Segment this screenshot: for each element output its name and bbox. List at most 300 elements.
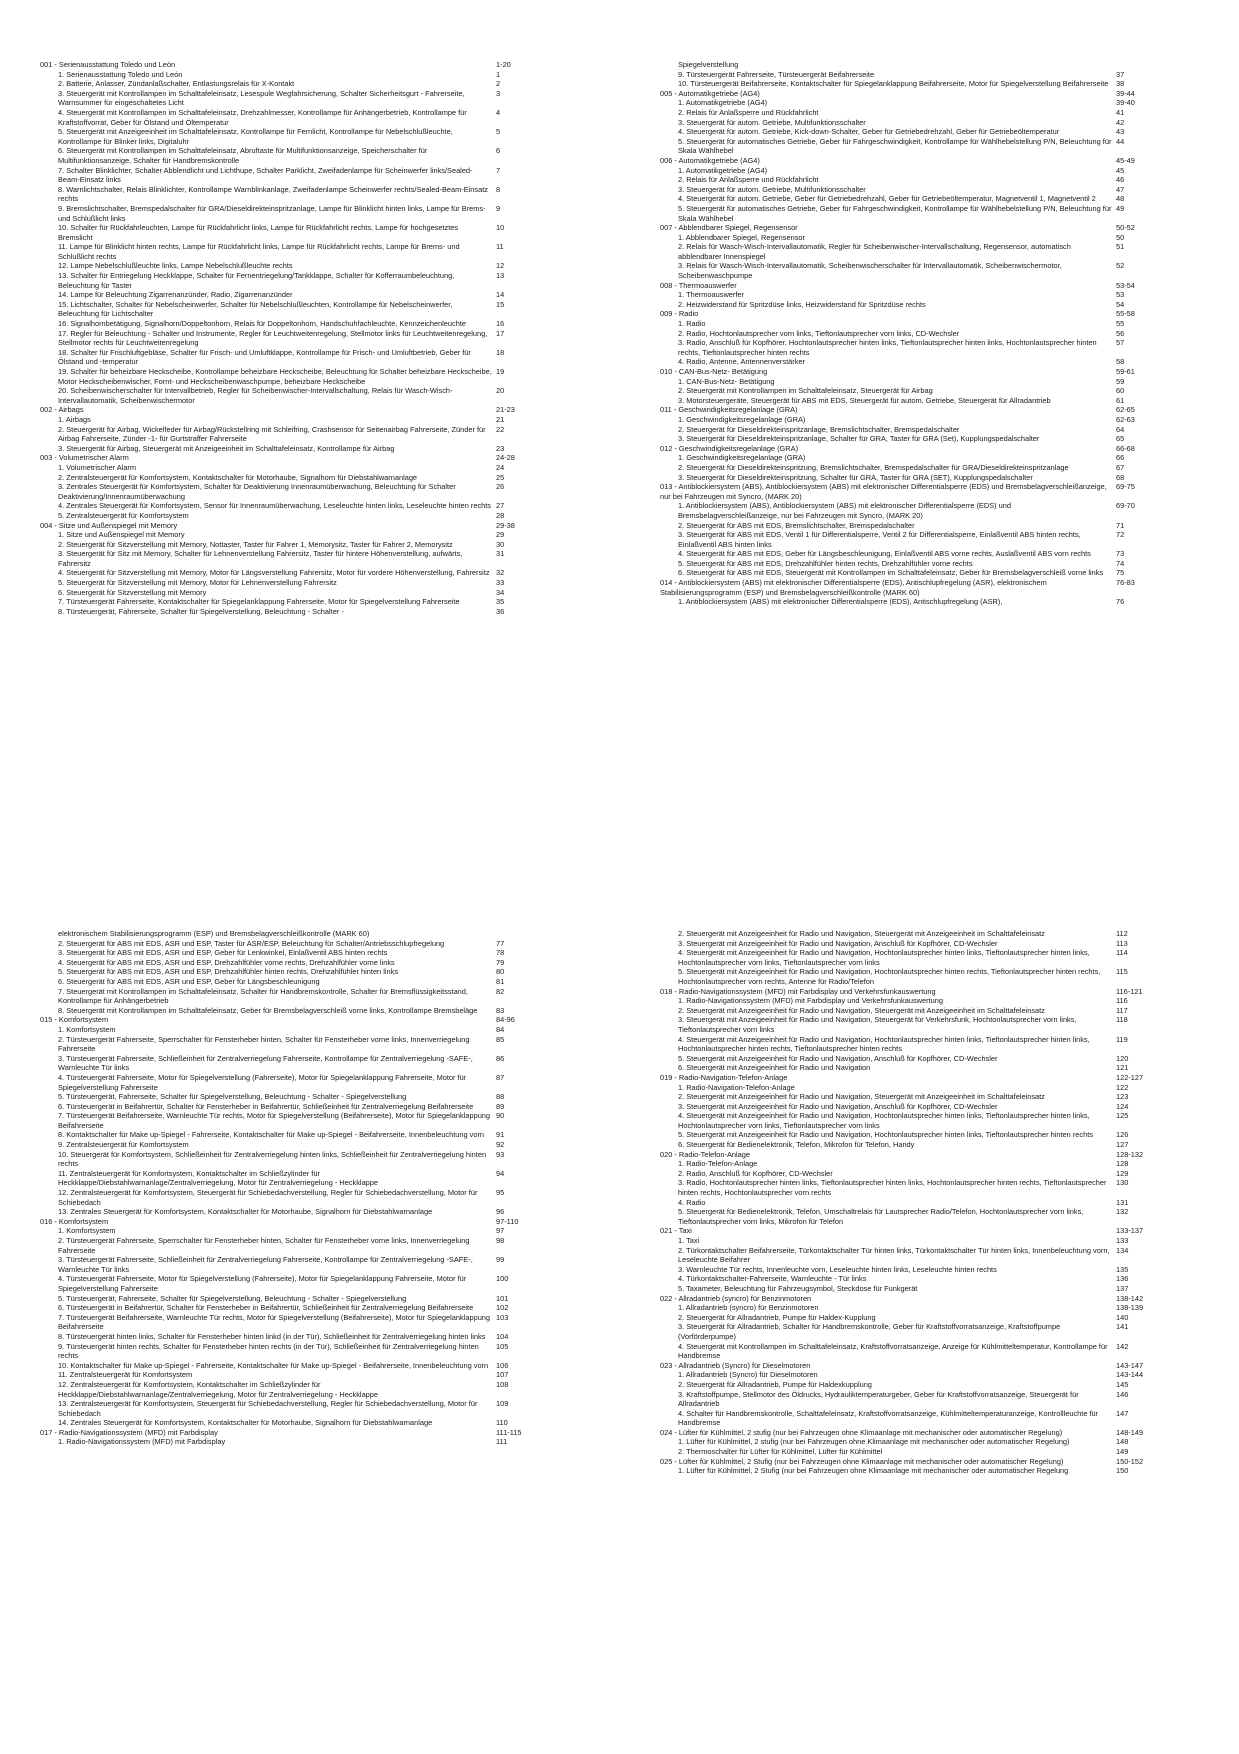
entry-title: 11. Zentralsteuergerät für Komfortsystem <box>58 1370 193 1380</box>
toc-subentry <box>660 386 1194 396</box>
toc-subentry <box>660 329 1194 339</box>
toc-subentry <box>660 1265 1194 1275</box>
entry-page-number: 71 <box>1116 520 1125 530</box>
entry-page-number: 39-44 <box>1116 88 1135 98</box>
entry-page-number: 30 <box>496 539 505 549</box>
entry-title: 008 - Thermoauswerfer <box>660 280 737 290</box>
entry-title: 5. Taxameter, Beleuchtung für Fahrzeugsymbol, Steckdose für Funkgerät <box>678 1283 918 1293</box>
entry-title: 2. Heizwiderstand für Spritzdüse links, Heizwiderstand für Spritzdüse rechts <box>678 299 926 309</box>
entry-title: 8. Türsteuergerät hinten links, Schalter für Fensterheber hinten linkd (in der Tür), Schließeinheit für Zentralverriegelung hinten links <box>58 1331 486 1341</box>
toc-subentry <box>40 70 574 80</box>
entry-page-number: 150-152 <box>1116 1456 1144 1466</box>
entry-page-number: 133-137 <box>1116 1226 1144 1236</box>
toc-subentry <box>40 1342 574 1361</box>
toc-subentry <box>40 929 574 939</box>
toc-subentry <box>660 108 1194 118</box>
entry-title: 1. Radio-Navigation-Telefon-Anlage <box>678 1082 795 1092</box>
entry-title: 003 - Volumetrischer Alarm <box>40 453 129 463</box>
entry-page-number: 84 <box>496 1024 505 1034</box>
entry-page-number: 126 <box>1116 1130 1129 1140</box>
entry-page-number: 17 <box>496 328 505 338</box>
entry-title: 9. Türsteuergerät Fahrerseite, Türsteuergerät Beifahrerseite <box>678 69 875 79</box>
entry-title: 12. Lampe Nebelschlußleuchte links, Lampe Nebelschlußleuchte rechts <box>58 261 293 271</box>
entry-title: 10. Steuergerät für Komfortsystem, Schließeinheit für Zentralverriegelung hinten links, Schließeinheit für Zentralverriegelung hinten rechts <box>58 1149 487 1169</box>
entry-title: 3. Türsteuergerät Fahrerseite, Schließeinheit für Zentralverriegelung Fahrerseite, Kontrollampe für Zentralverriegelung -SAFE-, Warnleuchte Tür links <box>58 1053 473 1073</box>
entry-title: 6. Steuergerät für Bedienelektronik, Telefon, Mikrofon für Telefon, Handy <box>678 1140 915 1150</box>
entry-title: 023 - Allradantrieb (Syncro) für Dieselmotoren <box>660 1360 811 1370</box>
toc-subentry <box>40 348 574 367</box>
entry-page-number: 100 <box>496 1274 509 1284</box>
entry-page-number: 110 <box>496 1418 508 1428</box>
toc-subentry <box>660 929 1194 939</box>
toc-section-entry <box>660 1428 1194 1438</box>
entry-page-number: 84-96 <box>496 1015 515 1025</box>
toc-subentry <box>660 300 1194 310</box>
entry-page-number: 55 <box>1116 319 1125 329</box>
toc-subentry <box>40 948 574 958</box>
entry-title: 1. Lüfter für Kühlmittel, 2 Stufig (nur bei Fahrzeugen ohne Klimaanlage mit mechanischer oder automatischer Regelung <box>678 1466 1069 1476</box>
entry-page-number: 45 <box>1116 165 1125 175</box>
entry-page-number: 4 <box>496 107 501 117</box>
entry-page-number: 118 <box>1116 1015 1128 1025</box>
entry-title: 2. Radio, Anschluß für Kopfhörer, CD-Wechsler <box>678 1168 833 1178</box>
entry-page-number: 133 <box>1116 1236 1129 1245</box>
toc-subentry <box>660 1380 1194 1390</box>
toc-subentry <box>40 1303 574 1313</box>
entry-page-number: 44 <box>1116 136 1125 146</box>
toc-subentry <box>40 1332 574 1342</box>
toc-section-entry <box>40 1015 574 1025</box>
toc-subentry <box>660 1409 1194 1428</box>
toc-subentry <box>40 1226 574 1236</box>
entry-title: 4. Radio <box>678 1197 706 1207</box>
entry-title: 2. Steuergerät mit Kontrollampen im Schalttafeleinsatz, Steuergerät für Airbag <box>678 386 933 396</box>
entry-page-number: 53 <box>1116 290 1125 300</box>
entry-title: 13. Zentrales Steuergerät für Komfortsystem, Kontaktschalter für Motorhaube, Signalhorn für Diebstahlwarnanlage <box>58 1207 433 1217</box>
entry-title: 1. Komfortsystem <box>58 1226 116 1236</box>
entry-page-number: 34 <box>496 587 505 597</box>
toc-subentry <box>660 1313 1194 1323</box>
entry-title: 1. Abblendbarer Spiegel, Regensensor <box>678 232 805 242</box>
toc-section-entry <box>660 156 1194 166</box>
entry-title: 2. Relais für Wasch-Wisch-Intervallautomatik, Regler für Scheibenwischer-Intervallschaltung, Regensensor, automatisch abblendbarer Innenspiegel <box>678 242 1071 261</box>
entry-page-number: 1-20 <box>496 60 511 69</box>
toc-subentry <box>660 127 1194 137</box>
toc-section-entry <box>660 482 1194 501</box>
entry-page-number: 2 <box>496 79 501 89</box>
toc-subentry <box>660 1035 1194 1054</box>
toc-subentry <box>660 396 1194 406</box>
entry-page-number: 123 <box>1116 1092 1129 1102</box>
toc-subentry <box>40 501 574 511</box>
toc-subentry <box>660 242 1194 261</box>
entry-page-number: 22 <box>496 424 505 434</box>
entry-page-number: 32 <box>496 568 505 578</box>
entry-title: 7. Türsteuergerät Fahrerseite, Kontaktschalter für Spiegelanklappung Fahrerseite, Motor für Spiegelverstellung Fahrerseite <box>58 597 460 607</box>
entry-title: 3. Steuergerät für Sitz mit Memory, Schalter für Lehnenverstellung Fahrersitz, Taster für hintere Höhenverstellung, aufwärts, Fahrersitz <box>58 549 463 568</box>
toc-subentry <box>40 939 574 949</box>
entry-page-number: 53-54 <box>1116 280 1135 290</box>
toc-subentry <box>660 1207 1194 1226</box>
entry-title: 20. Scheibenwischerschalter für Intervallbetrieb, Regler für Scheibenwischer-Intervallschaltung, Relais für Wasch-Wisch-Intervallautomatik, Scheibenwischermotor <box>58 386 453 405</box>
entry-page-number: 21-23 <box>496 405 515 415</box>
entry-page-number: 109 <box>496 1399 509 1409</box>
toc-subentry <box>660 1303 1194 1313</box>
toc-subentry <box>40 1274 574 1293</box>
entry-title: 17. Regler für Beleuchtung - Schalter und Instrumente, Regler für Leuchtweitenregelung, Stellmotor links für Leuchtweitenregelung, Stellmotor rechts für Leuchtweitenregelung <box>58 328 488 348</box>
entry-page-number: 106 <box>496 1360 509 1370</box>
entry-title: 1. Geschwindigkeitsregelanlage (GRA) <box>678 453 806 463</box>
toc-subentry <box>40 958 574 968</box>
entry-page-number: 72 <box>1116 530 1125 540</box>
entry-page-number: 43 <box>1116 127 1125 137</box>
entry-title: 020 - Radio-Telefon-Anlage <box>660 1149 750 1159</box>
entry-page-number: 83 <box>496 1005 505 1015</box>
entry-title: 017 - Radio-Navigationssystem (MFD) mit Farbdisplay <box>40 1427 218 1437</box>
entry-title: 1. Allradantrieb (syncro) für Benzinmotoren <box>678 1303 819 1313</box>
entry-title: 6. Türsteuergerät in Beifahrertür, Schalter für Fensterheber in Beifahrertür, Schließeinheit für Zentralverriegelung Beifahrerseite <box>58 1303 474 1313</box>
entry-page-number: 18 <box>496 347 505 357</box>
toc-subentry <box>40 261 574 271</box>
entry-title: 4. Steuergerät für Sitzverstellung mit Memory, Motor für Längsverstellung Fahrersitz, Motor für vordere Höhenverstellung, Fahrersitz <box>58 568 490 578</box>
toc-column-bottom-right <box>660 929 1194 1710</box>
entry-title: 7. Türsteuergerät Beifahrerseite, Warnleuchte Tür rechts, Motor für Spiegelverstellung (Beifahrerseite), Motor für Spiegelanklappung Beifahrerseite <box>58 1111 491 1130</box>
entry-title: 3. Steuergerät für Dieseldirekteinspritzanlage, Schalter für GRA, Taster für GRA (Set), Kupplungspedalschalter <box>678 434 1040 444</box>
entry-title: 016 - Komfortsystem <box>40 1216 109 1226</box>
toc-subentry <box>40 977 574 987</box>
entry-title: 5. Zentralsteuergerät für Komfortsystem <box>58 510 189 520</box>
entry-page-number: 6 <box>496 146 501 156</box>
toc-subentry <box>660 1390 1194 1409</box>
entry-title: 1. CAN-Bus-Netz- Betätigung <box>678 376 775 386</box>
entry-title: 8. Steuergerät mit Kontrollampen im Schalttafeleinsatz, Geber für Bremsbelagverschleiß vorne links, Kontrollampe Bremsbeläge <box>58 1005 478 1015</box>
toc-section-entry <box>660 987 1194 997</box>
toc-subentry <box>660 1140 1194 1150</box>
entry-page-number: 81 <box>496 976 505 986</box>
toc-subentry <box>660 1130 1194 1140</box>
entry-title: 1. Lüfter für Kühlmittel, 2 stufig (nur bei Fahrzeugen ohne Klimaanlage mit mechanischer oder automatischer Regelung) <box>678 1437 1070 1447</box>
entry-page-number: 108 <box>496 1379 509 1389</box>
entry-page-number: 89 <box>496 1101 505 1111</box>
entry-page-number: 77 <box>496 938 505 948</box>
entry-title: 5. Steuergerät für ABS mit EDS, Drehzahlfühler hinten rechts, Drehzahlfühler vorne rechts <box>678 558 973 568</box>
entry-page-number: 141 <box>1116 1322 1129 1332</box>
entry-title: 3. Steuergerät mit Anzeigeeinheit für Radio und Navigation, Steuergerät für Verkehrsfunk, Hochtonlautsprecher vorn links, Tieftonlautsprecher vorn links <box>678 1015 1077 1034</box>
entry-page-number: 62-63 <box>1116 414 1135 424</box>
entry-page-number: 26 <box>496 482 505 492</box>
entry-title: 3. Steuergerät für ABS mit EDS, Ventil 1 für Differentialsperre, Ventil 2 für Differentialsperre, Einlaßventil ABS hinten rechts, Einlaßventil ABS hinten links <box>678 530 1081 549</box>
toc-subentry <box>660 1447 1194 1457</box>
entry-page-number: 96 <box>496 1207 505 1217</box>
toc-subentry <box>660 948 1194 967</box>
entry-page-number: 149 <box>1116 1447 1129 1457</box>
entry-title: 4. Steuergerät mit Anzeigeeinheit für Radio und Navigation, Hochtonlautsprecher hinten links, Tieftonlautsprecher hinten links, Hochtonlautsprecher hinten rechts, Tieftonlautsprecher hinten rechts <box>678 1034 1090 1054</box>
entry-page-number: 138-139 <box>1116 1303 1144 1313</box>
toc-subentry <box>40 540 574 550</box>
entry-page-number: 73 <box>1116 549 1125 559</box>
entry-title: 2. Steuergerät für ABS mit EDS, Bremslichtschalter, Bremspedalschalter <box>678 520 915 530</box>
entry-title: 4. Steuergerät für ABS mit EDS, ASR und ESP, Drehzahlfühler vorne rechts, Drehzahlfühler vorne links <box>58 957 395 967</box>
entry-page-number: 115 <box>1116 967 1128 977</box>
entry-title: 3. Zentrales Steuergerät für Komfortsystem, Schalter für Deaktivierung Innenraumüberwachung, Beleuchtung für Schalter Deaktivierung/Innenraumüberwachung <box>58 482 456 501</box>
entry-title: 018 - Radio-Navigationssystem (MFD) mit Farbdisplay und Verkehrsfunkauswertung <box>660 986 936 996</box>
entry-title: 1. Serienausstattung Toledo und León <box>58 69 183 79</box>
toc-subentry <box>660 233 1194 243</box>
toc-subentry <box>40 511 574 521</box>
entry-title: 4. Radio, Antenne, Antennenverstärker <box>678 357 805 367</box>
entry-page-number: 113 <box>1116 938 1128 948</box>
entry-title: 9. Zentralsteuergerät für Komfortsystem <box>58 1140 189 1150</box>
entry-page-number: 134 <box>1116 1245 1129 1255</box>
entry-title: 2. Steuergerät mit Anzeigeeinheit für Radio und Navigation, Steuergerät mit Anzeigeeinheit im Schalttafeleinsatz <box>678 1092 1045 1102</box>
entry-title: 2. Steuergerät für Dieseldirekteinspritzanlage, Bremslichtschalter, Bremspedalschalter <box>678 424 960 434</box>
entry-title: 2. Steuergerät für Sitzverstellung mit Memory, Nottaster, Taster für Fahrer 1, Memorysitz, Taster für Fahrer 2, Memorysitz <box>58 539 453 549</box>
entry-page-number: 98 <box>496 1236 505 1245</box>
toc-subentry <box>40 568 574 578</box>
entry-page-number: 24 <box>496 462 505 472</box>
entry-page-number: 148-149 <box>1116 1427 1144 1437</box>
entry-page-number: 38 <box>1116 79 1125 89</box>
entry-page-number: 5 <box>496 127 501 137</box>
entry-title: 7. Türsteuergerät Beifahrerseite, Warnleuchte Tür rechts, Motor für Spiegelverstellung (Beifahrerseite), Motor für Spiegelanklappung Beifahrerseite <box>58 1312 491 1332</box>
entry-title: 3. Steuergerät für Dieseldirekteinspritzung, Schalter für GRA, Taster für GRA (SET), Kupplungspedalschalter <box>678 472 1033 482</box>
entry-title: 011 - Geschwindigkeitsregelanlage (GRA) <box>660 405 798 415</box>
entry-title: 5. Steuergerät für automatisches Getriebe, Geber für Fahrgeschwindigkeit, Kontrollampe für Wählhebelstellung P/N, Beleuchtung für Skala Wählhebel <box>678 203 1112 223</box>
entry-page-number: 102 <box>496 1303 509 1313</box>
toc-subentry <box>40 1111 574 1130</box>
toc-subentry <box>660 204 1194 223</box>
entry-title: 1. Volumetrischer Alarm <box>58 462 137 472</box>
entry-title: 2. Steuergerät mit Anzeigeeinheit für Radio und Navigation, Steuergerät mit Anzeigeeinheit im Schalttafeleinsatz <box>678 1005 1045 1015</box>
toc-subentry <box>660 1178 1194 1197</box>
entry-title: 015 - Komfortsystem <box>40 1015 109 1025</box>
toc-subentry <box>40 607 574 617</box>
entry-page-number: 136 <box>1116 1274 1129 1284</box>
toc-subentry <box>660 338 1194 357</box>
toc-subentry <box>40 1150 574 1169</box>
toc-section-entry <box>40 405 574 415</box>
entry-page-number: 57 <box>1116 338 1125 348</box>
entry-title: 13. Schalter für Entriegelung Heckklappe, Schalter für Fernentriegelung/Tankklappe, Schalter für Kofferraumbeleuchtung, Beleuchtung für Taster <box>58 271 455 290</box>
toc-subentry <box>660 501 1194 520</box>
entry-title: 009 - Radio <box>660 309 699 319</box>
entry-page-number: 74 <box>1116 558 1125 568</box>
toc-subentry <box>40 1130 574 1140</box>
entry-page-number: 41 <box>1116 107 1125 117</box>
toc-subentry <box>40 444 574 454</box>
entry-title: 1. Antiblockiersystem (ABS) mit elektronischer Differentialsperre (EDS), Antischlupfregelung (ASR), <box>678 597 1003 607</box>
entry-page-number: 12 <box>496 261 505 271</box>
toc-subentry <box>40 386 574 405</box>
entry-title: 12. Zentralsteuergerät für Komfortsystem, Kontaktschalter im Schließzylinder für Heckklappe/Diebstahlwarnanlage/Zentralverriegelung, Motor für Zentralverriegelung - Heckklappe <box>58 1379 379 1399</box>
toc-section-entry <box>660 1226 1194 1236</box>
entry-title: 4. Steuergerät mit Anzeigeeinheit für Radio und Navigation, Hochtonlautsprecher hinten links, Tieftonlautsprecher hinten links, Hochtonlautsprecher vorn links, Tieftonlautsprecher vorn links <box>678 1111 1090 1130</box>
entry-page-number: 68 <box>1116 472 1125 482</box>
entry-title: 2. Steuergerät für Airbag, Wickelfeder für Airbag/Rückstellring mit Schleifring, Crashsensor für Seitenairbag Fahrerseite, Zünder für Airbag Fahrerseite, Zünder -1- für Gurtstraffer Fahrerseite <box>58 424 486 444</box>
toc-subentry <box>660 1111 1194 1130</box>
entry-title: 2. Relais für Anlaßsperre und Rückfahrlicht <box>678 175 819 185</box>
entry-title: 1. Automatikgetriebe (AG4) <box>678 165 768 175</box>
entry-page-number: 128-132 <box>1116 1149 1144 1159</box>
toc-subentry <box>660 425 1194 435</box>
entry-page-number: 85 <box>496 1034 505 1044</box>
entry-page-number: 92 <box>496 1140 505 1150</box>
entry-title: 2. Türsteuergerät Fahrerseite, Sperrschalter für Fensterheber hinten, Schalter für Fensterheber vorne links, Innenverriegelung Fahrerseite <box>58 1236 470 1255</box>
entry-title: 1. Allradantrieb (Syncro) für Dieselmotoren <box>678 1370 818 1380</box>
entry-title: Spiegelverstellung <box>678 60 739 69</box>
toc-subentry <box>660 1054 1194 1064</box>
toc-section-entry <box>660 1073 1194 1083</box>
entry-page-number: 27 <box>496 501 505 511</box>
entry-page-number: 21 <box>496 414 505 424</box>
entry-title: 14. Zentrales Steuergerät für Komfortsystem, Kontaktschalter für Motorhaube, Signalhorn für Diebstahlwarnanlage <box>58 1418 433 1428</box>
entry-page-number: 1 <box>496 69 501 79</box>
toc-subentry <box>40 329 574 348</box>
entry-page-number: 48 <box>1116 194 1125 204</box>
entry-title: 5. Steuergerät mit Anzeigeeinheit im Schalttafeleinsatz, Kontrollampe für Fernlicht, Kontrollampe für Nebelschlußleuchte, Kontrollampe für Blinker links, Digitaluhr <box>58 127 453 146</box>
entry-title: 013 - Antiblockiersystem (ABS), Antiblockiersystem (ABS) mit elektronischer Differentialsperre (EDS) und Bremsbelagverschleißanzeige, nur bei Fahrzeugen mit Syncro, (MARK 20) <box>660 482 1107 501</box>
toc-section-entry <box>660 1457 1194 1467</box>
entry-title: 2. Steuergerät für ABS mit EDS, ASR und ESP, Taster für ASR/ESP, Beleuchtung für Schalter/Antriebsschlupfregelung <box>58 938 445 948</box>
entry-page-number: 147 <box>1116 1408 1129 1418</box>
toc-subentry <box>660 1159 1194 1169</box>
entry-title: 3. Steuergerät für autom. Getriebe, Multifunktionsschalter <box>678 184 866 194</box>
entry-page-number: 91 <box>496 1130 505 1140</box>
toc-subentry <box>660 967 1194 986</box>
entry-page-number: 51 <box>1116 242 1125 252</box>
entry-title: 10. Schalter für Rückfahrleuchten, Lampe für Rückfahrlicht links, Lampe für Rückfahrlicht rechts, Lampe für hochgesetztes Bremslicht <box>58 223 459 242</box>
entry-title: 19. Schalter für beheizbare Heckscheibe, Kontrollampe beheizbare Heckscheibe, Beleuchtung für Schalter beheizbare Heckscheibe, Motor Heckscheibenwischer, Fornt- und Heckscheibenwaschpumpe, beheizbare Heckscheibe <box>58 367 492 386</box>
toc-subentry <box>660 1370 1194 1380</box>
entry-title: 2. Türsteuergerät Fahrerseite, Sperrschalter für Fensterheber hinten, Schalter für Fensterheber vorne links, Innenverriegelung Fahrerseite <box>58 1034 470 1054</box>
entry-title: 5. Steuergerät für automatisches Getriebe, Geber für Fahrgeschwindigkeit, Kontrollampe für Wählhebelstellung P/N, Beleuchtung für Skala Wählhebel <box>678 136 1112 156</box>
toc-section-entry <box>40 453 574 463</box>
toc-section-entry <box>660 89 1194 99</box>
entry-page-number: 107 <box>496 1370 509 1380</box>
entry-title: 3. Relais für Wasch-Wisch-Intervallautomatik, Scheibenwischerschalter für Intervallautomatik, Scheibenwischermotor, Scheibenwaschpumpe <box>678 261 1062 281</box>
entry-page-number: 65 <box>1116 434 1125 444</box>
toc-subentry <box>40 578 574 588</box>
toc-subentry <box>660 530 1194 549</box>
toc-subentry <box>40 79 574 89</box>
toc-subentry <box>660 377 1194 387</box>
toc-subentry <box>40 1006 574 1016</box>
toc-subentry <box>660 939 1194 949</box>
entry-title: 6. Türsteuergerät in Beifahrertür, Schalter für Fensterheber in Beifahrertür, Schließeinheit für Zentralverriegelung Beifahrerseite <box>58 1101 474 1111</box>
toc-subentry <box>660 98 1194 108</box>
entry-title: 004 - Sitze und Außenspiegel mit Memory <box>40 520 178 530</box>
entry-title: 6. Steuergerät für Sitzverstellung mit Memory <box>58 587 207 597</box>
toc-subentry <box>40 1236 574 1255</box>
toc-subentry <box>660 453 1194 463</box>
toc-subentry <box>660 1198 1194 1208</box>
entry-title: 4. Steuergerät mit Kontrollampen im Schalttafeleinsatz, Kraftstoffvorratsanzeige, Anzeige für Kühlmitteltemperatur, Kontrollampe für Handbremse <box>678 1341 1108 1361</box>
toc-subentry <box>660 463 1194 473</box>
entry-title: 4. Steuergerät mit Anzeigeeinheit für Radio und Navigation, Hochtonlautsprecher hinten links, Tieftonlautsprecher hinten links, Hochtonlautsprecher vorn links, Tieftonlautsprecher vorn links <box>678 948 1090 967</box>
toc-subentry <box>40 1035 574 1054</box>
entry-page-number: 39-40 <box>1116 98 1135 108</box>
entry-page-number: 114 <box>1116 948 1128 958</box>
toc-subentry <box>660 1274 1194 1284</box>
toc-subentry <box>660 415 1194 425</box>
entry-title: 1. Taxi <box>678 1236 700 1245</box>
toc-subentry <box>40 1207 574 1217</box>
entry-page-number: 55-58 <box>1116 309 1135 319</box>
entry-page-number: 58 <box>1116 357 1125 367</box>
toc-subentry <box>40 1025 574 1035</box>
entry-title: 012 - Geschwindigkeitsregelanlage (GRA) <box>660 443 799 453</box>
toc-subentry <box>660 559 1194 569</box>
entry-page-number: 54 <box>1116 299 1125 309</box>
entry-title: 5. Türsteuergerät, Fahrerseite, Schalter für Spiegelverstellung, Beleuchtung - Schalter - Spiegelverstellung <box>58 1293 407 1303</box>
entry-page-number: 16 <box>496 319 505 329</box>
entry-page-number <box>492 929 574 939</box>
toc-subentry <box>40 1169 574 1188</box>
entry-title: 7. Steuergerät mit Kontrollampen im Schalttafeleinsatz, Schalter für Handbremskontrolle, Schalter für Bremsflüssigkeitsstand, Kontrollampe für Anhängerbetrieb <box>58 986 468 1006</box>
entry-title: 3. Motorsteuergeräte, Steuergerät für ABS mit EDS, Steuergerät für autom. Getriebe, Steuergerät für Allradantrieb <box>678 395 1051 405</box>
entry-page-number: 10 <box>496 223 505 233</box>
entry-page-number: 78 <box>496 948 505 958</box>
entry-page-number: 112 <box>1116 929 1128 938</box>
entry-page-number: 101 <box>496 1293 509 1303</box>
entry-page-number: 33 <box>496 578 505 588</box>
toc-subentry <box>40 1380 574 1399</box>
toc-subentry <box>660 1284 1194 1294</box>
entry-title: 8. Türsteuergerät, Fahrerseite, Schalter für Spiegelverstellung, Beleuchtung - Schalter - <box>58 606 344 616</box>
entry-title: 14. Lampe für Beleuchtung Zigarrenanzünder, Radio, Zigarrenanzünder <box>58 290 293 300</box>
entry-page-number: 9 <box>496 203 501 213</box>
entry-page-number: 45-49 <box>1116 155 1135 165</box>
toc-subentry <box>40 1073 574 1092</box>
toc-subentry <box>660 1083 1194 1093</box>
entry-page-number: 128 <box>1116 1159 1129 1169</box>
entry-title: 5. Steuergerät mit Anzeigeeinheit für Radio und Navigation, Hochtonlautsprecher hinten links, Tieftonlautsprecher hinten rechts <box>678 1130 1093 1140</box>
toc-subentry <box>40 185 574 204</box>
toc-section-entry <box>660 367 1194 377</box>
entry-page-number: 25 <box>496 472 505 482</box>
entry-title: 3. Kraftstoffpumpe, Stellmotor des Öldrucks, Hydrauliktemperaturgeber, Geber für Kraftstoffvorratsanzeige, Steuergerät für Allradantrieb <box>678 1389 1079 1409</box>
entry-page-number: 111-115 <box>496 1427 522 1437</box>
entry-title: 022 - Allradantrieb (syncro) für Benzinmotoren <box>660 1293 812 1303</box>
entry-page-number: 8 <box>496 184 501 194</box>
entry-page-number: 120 <box>1116 1053 1129 1063</box>
toc-subentry <box>40 1140 574 1150</box>
entry-page-number: 117 <box>1116 1005 1128 1015</box>
toc-subentry <box>40 425 574 444</box>
toc-subentry <box>40 473 574 483</box>
toc-subentry <box>40 290 574 300</box>
toc-subentry <box>660 1092 1194 1102</box>
entry-title: 2. Türkontaktschalter Beifahrerseite, Türkontaktschalter Tür hinten links, Türkontaktschalter Tür hinten links, Innenbeleuchtung vorn, Leseleuchte Beifahrer <box>678 1245 1110 1265</box>
entry-page-number: 111 <box>496 1437 508 1447</box>
entry-title: 5. Türsteuergerät, Fahrerseite, Schalter für Spiegelverstellung, Beleuchtung - Schalter - Spiegelverstellung <box>58 1092 407 1102</box>
toc-subentry <box>40 549 574 568</box>
toc-subentry <box>40 1188 574 1207</box>
toc-subentry <box>660 549 1194 559</box>
entry-page-number: 69-75 <box>1116 482 1135 492</box>
toc-section-entry <box>660 309 1194 319</box>
entry-page-number: 42 <box>1116 117 1125 127</box>
entry-title: 4. Zentrales Steuergerät für Komfortsystem, Sensor für Innenraumüberwachung, Leseleuchte hinten links, Leseleuchte hinten rechts <box>58 501 492 511</box>
entry-page-number: 24-28 <box>496 453 515 463</box>
entry-title: 3. Steuergerät für Airbag, Steuergerät mit Anzeigeeinheit im Schalttafeleinsatz, Kontrollampe für Airbag <box>58 443 395 453</box>
entry-title: 9. Bremslichtschalter, Bremspedalschalter für GRA/Dieseldirekteinspritzanlage, Lampe für Blinklicht hinten links, Lampe für Brems- und Schlußlicht links <box>58 203 486 223</box>
entry-title: 1. Geschwindigkeitsregelanlage (GRA) <box>678 414 806 424</box>
entry-page-number: 14 <box>496 290 505 300</box>
toc-subentry <box>40 1054 574 1073</box>
entry-page-number: 64 <box>1116 424 1125 434</box>
entry-title: 4. Schalter für Handbremskontrolle, Schalttafeleinsatz, Kraftstoffvorratsanzeige, Kühlmitteltemperaturanzeige, Kontrollleuchte für Handbremse <box>678 1408 1099 1428</box>
